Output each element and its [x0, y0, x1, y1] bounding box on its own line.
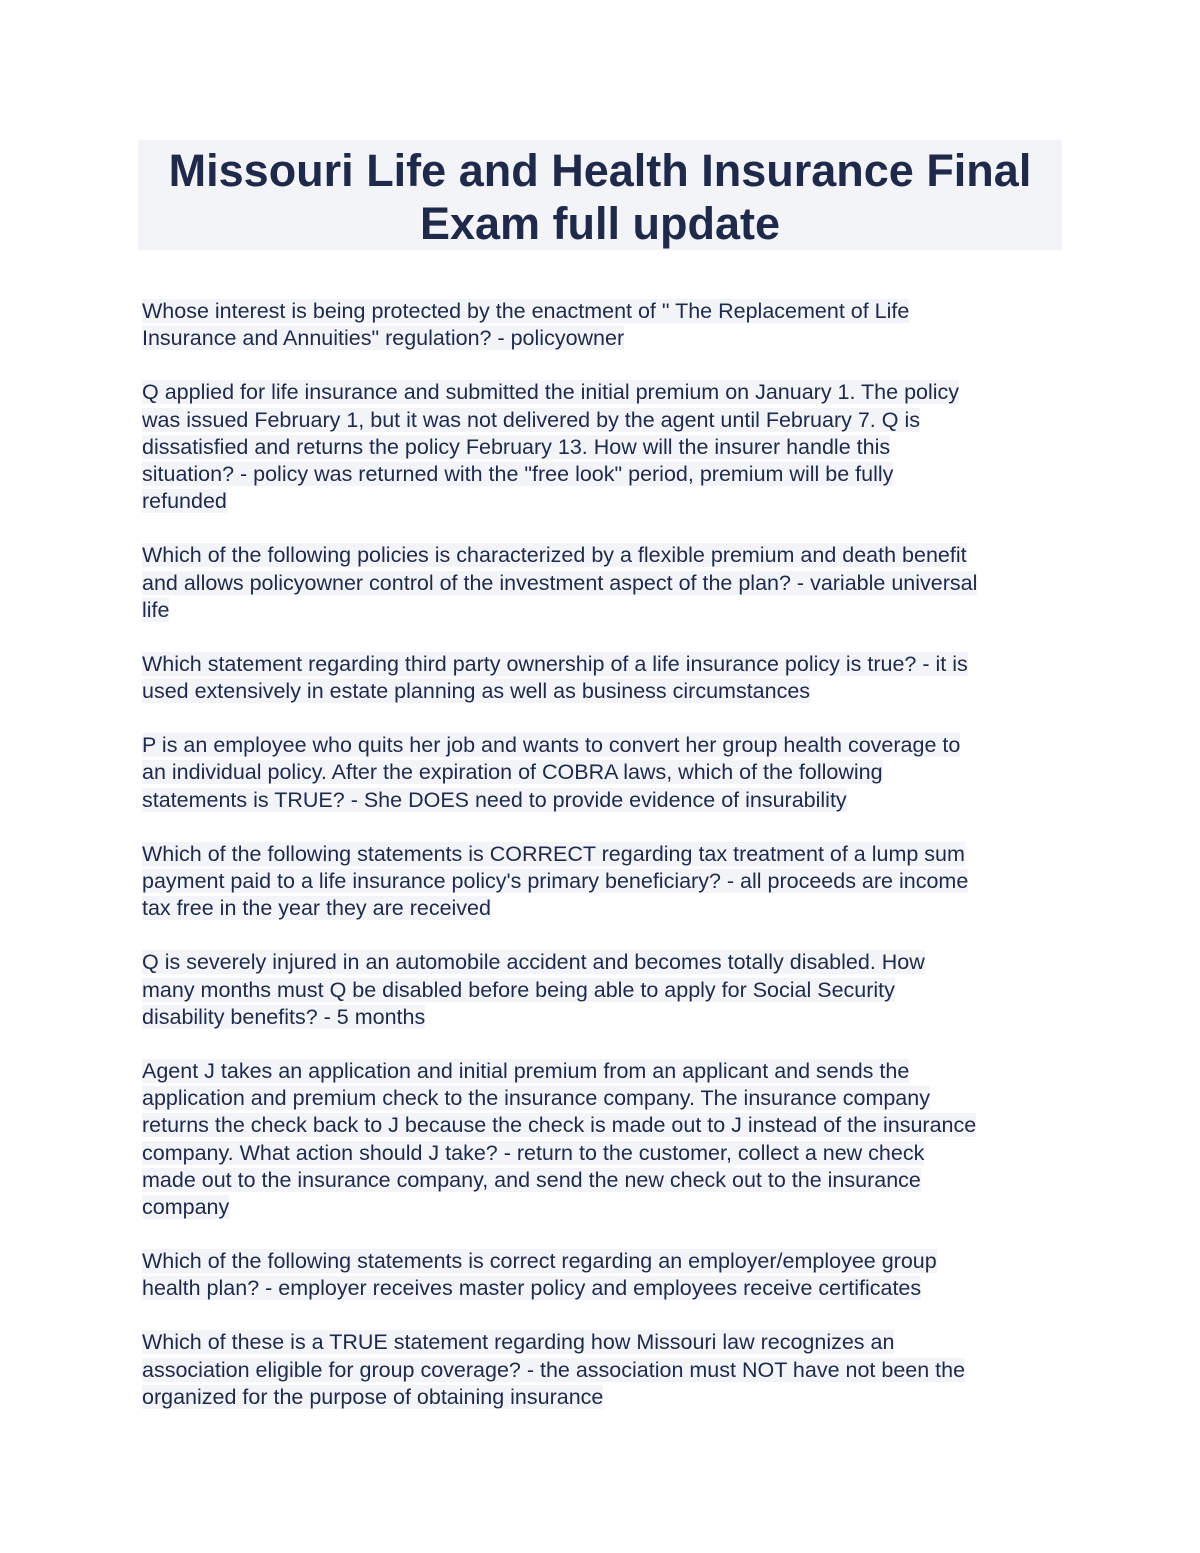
- text-line: [142, 325, 1062, 352]
- text-line-content: dissatisfied and returns the policy February 13. How will the insurer handle this: [142, 434, 891, 459]
- text-line: [142, 732, 1062, 759]
- text-line-content: used extensively in estate planning as well as business circumstances: [142, 679, 811, 704]
- title-line: Missouri Life and Health Insurance Final: [168, 145, 1032, 196]
- text-line-content: was issued February 1, but it was not delivered by the agent until February 7. Q is: [142, 407, 920, 432]
- text-line-content: life: [142, 597, 170, 622]
- text-line: [142, 570, 1062, 597]
- text-line-content: Q is severely injured in an automobile accident and becomes totally disabled. How: [142, 950, 925, 975]
- text-line-content: application and premium check to the insurance company. The insurance company: [142, 1086, 930, 1111]
- text-line: [142, 597, 1062, 624]
- text-line-content: disability benefits? - 5 months: [142, 1004, 426, 1029]
- text-line: [142, 1194, 1062, 1221]
- text-line-content: organized for the purpose of obtaining insurance: [142, 1384, 604, 1409]
- question-answer-list: [142, 298, 1062, 1438]
- question-answer-item: [142, 542, 1062, 624]
- text-line-content: Which of these is a TRUE statement regarding how Missouri law recognizes an: [142, 1330, 895, 1355]
- question-answer-item: [142, 379, 1062, 515]
- text-line: [142, 841, 1062, 868]
- text-line-content: company: [142, 1194, 230, 1219]
- question-answer-item: [142, 949, 1062, 1031]
- text-line: [142, 1085, 1062, 1112]
- question-answer-item: [142, 298, 1062, 352]
- text-line: [142, 1248, 1062, 1275]
- question-answer-item: [142, 1329, 1062, 1411]
- text-line-content: Which of the following statements is correct regarding an employer/employee group: [142, 1249, 937, 1274]
- question-answer-item: [142, 732, 1062, 814]
- text-line: [142, 1112, 1062, 1139]
- text-line-content: Which of the following policies is characterized by a flexible premium and death benefit: [142, 543, 967, 568]
- question-answer-item: [142, 651, 1062, 705]
- text-line: [142, 787, 1062, 814]
- text-line-content: an individual policy. After the expiration of COBRA laws, which of the following: [142, 760, 883, 785]
- text-line-content: Which statement regarding third party ownership of a life insurance policy is true? - it is: [142, 651, 968, 676]
- text-line: [142, 1275, 1062, 1302]
- text-line: [142, 407, 1062, 434]
- text-line-content: Whose interest is being protected by the enactment of " The Replacement of Life: [142, 299, 910, 323]
- text-line-content: Agent J takes an application and initial premium from an applicant and sends the: [142, 1058, 910, 1083]
- text-line: [142, 1140, 1062, 1167]
- text-line-content: P is an employee who quits her job and wants to convert her group health coverage to: [142, 733, 961, 758]
- text-line: [142, 1329, 1062, 1356]
- text-line-content: company. What action should J take? - return to the customer, collect a new check: [142, 1140, 925, 1165]
- text-line-content: made out to the insurance company, and send the new check out to the insurance: [142, 1167, 921, 1192]
- text-line: [142, 977, 1062, 1004]
- text-line: [142, 488, 1062, 515]
- text-line-content: statements is TRUE? - She DOES need to provide evidence of insurability: [142, 787, 847, 812]
- text-line-content: association eligible for group coverage? - the association must NOT have not been the: [142, 1357, 966, 1382]
- text-line-content: Which of the following statements is CORRECT regarding tax treatment of a lump sum: [142, 841, 965, 866]
- text-line-content: refunded: [142, 489, 227, 514]
- text-line-content: Q applied for life insurance and submitted the initial premium on January 1. The policy: [142, 380, 960, 405]
- text-line: [142, 759, 1062, 786]
- text-line: [142, 379, 1062, 406]
- text-line: [142, 1004, 1062, 1031]
- text-line: [142, 1167, 1062, 1194]
- document-title: [138, 140, 1062, 250]
- question-answer-item: [142, 1248, 1062, 1302]
- title-line: Exam full update: [419, 198, 781, 249]
- text-line: [142, 542, 1062, 569]
- text-line: [142, 434, 1062, 461]
- text-line: [142, 651, 1062, 678]
- text-line: [142, 1058, 1062, 1085]
- text-line: [142, 461, 1062, 488]
- text-line-content: Insurance and Annuities" regulation? - policyowner: [142, 326, 625, 351]
- text-line-content: many months must Q be disabled before being able to apply for Social Security: [142, 977, 895, 1002]
- text-line-content: health plan? - employer receives master policy and employees receive certificates: [142, 1276, 922, 1301]
- text-line-content: returns the check back to J because the check is made out to J instead of the insurance: [142, 1113, 977, 1138]
- text-line-content: tax free in the year they are received: [142, 896, 491, 921]
- text-line: [142, 949, 1062, 976]
- text-line: [142, 1357, 1062, 1384]
- text-line: [142, 1384, 1062, 1411]
- text-line: [142, 298, 1062, 325]
- text-line-content: situation? - policy was returned with the "free look" period, premium will be fully: [142, 461, 894, 486]
- question-answer-item: [142, 1058, 1062, 1221]
- question-answer-item: [142, 841, 1062, 923]
- text-line: [142, 678, 1062, 705]
- text-line-content: and allows policyowner control of the investment aspect of the plan? - variable universal: [142, 570, 978, 595]
- text-line: [142, 895, 1062, 922]
- text-line: [142, 868, 1062, 895]
- text-line-content: payment paid to a life insurance policy's primary beneficiary? - all proceeds are income: [142, 869, 969, 893]
